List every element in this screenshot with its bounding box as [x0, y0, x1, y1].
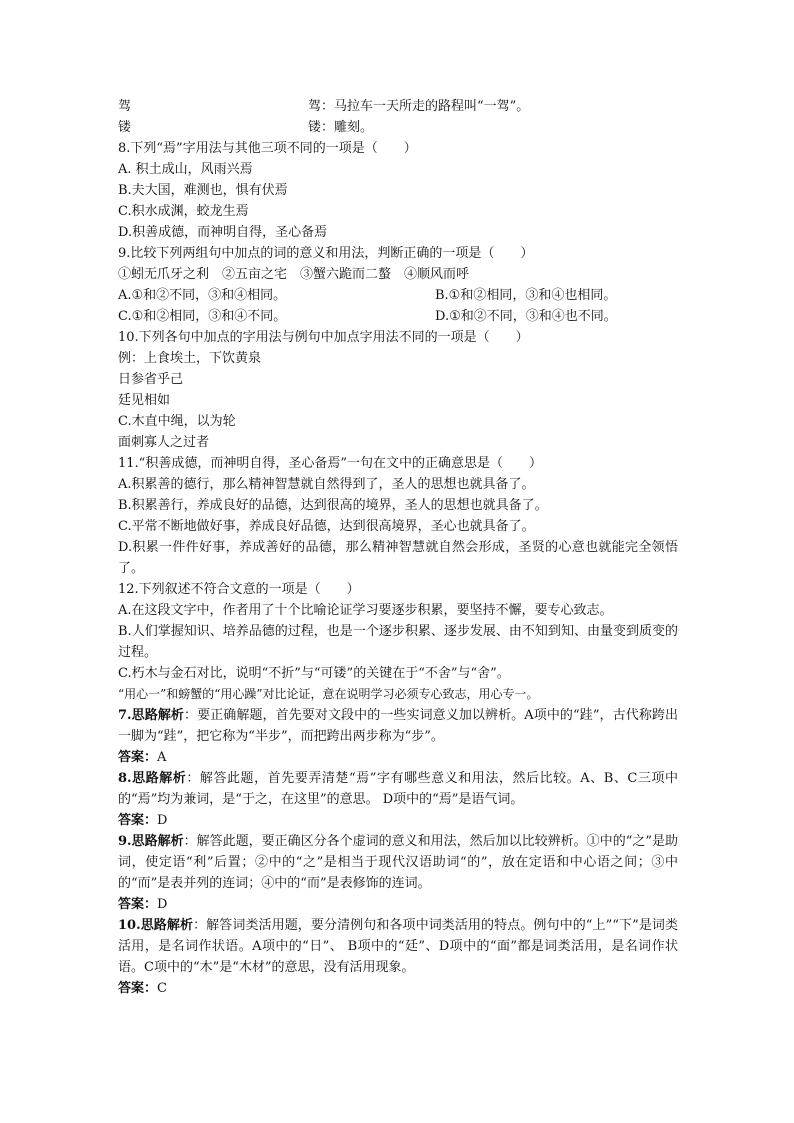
question-8-option: A. 积土成山，风雨兴焉 — [118, 162, 253, 177]
question-11-option: D.积累一件件好事，养成善好的品德，那么精神智慧就自然会形成，圣贤的心意也就能完全领悟了。 — [118, 540, 678, 576]
question-10-line: 廷见相如 — [118, 393, 171, 408]
question-9-option: D.①和②不同，③和④也不同。 — [435, 309, 617, 324]
answer-label: 答案： — [118, 813, 158, 828]
question-9-options-row — [118, 306, 678, 327]
answer-label: 答案： — [118, 981, 158, 996]
question-8-stem: 8.下列“焉”字用法与其他三项不同的一项是（ ） — [118, 141, 417, 156]
answer-explanation — [118, 915, 678, 978]
answer-value: A — [157, 750, 167, 765]
question-9-stem: 9.比较下列两组句中加点的词的意义和用法，判断正确的一项是（ ） — [118, 246, 534, 261]
answer-value: C — [157, 981, 167, 996]
question-10-line: C.木直中绳，以为轮 — [118, 414, 236, 429]
question-12-option: A.在这段文字中，作者用了十个比喻论证学习要逐步积累，要坚持不懈，要专心致志。 — [118, 603, 613, 618]
question-8-option: D.积善成德，而神明自得，圣心备焉 — [118, 225, 328, 240]
question-10-line: 日参省乎己 — [118, 372, 184, 387]
question-10-line: 面刺寡人之过者 — [118, 435, 210, 450]
vocab-word: 驾 — [118, 99, 132, 114]
question-11-option: B.积累善行，养成良好的品德，达到很高的境界，圣人的思想也就具备了。 — [118, 498, 548, 513]
explanation-label: 7.思路解析 — [118, 708, 185, 723]
explanation-label: 8.思路解析 — [118, 771, 187, 786]
question-12-option: “用心一”和螃蟹的“用心躁”对比论证，意在说明学习必须专心致志，用心专一。 — [118, 687, 539, 701]
question-12-option: B.人们掌握知识、培养品德的过程，也是一个逐步积累、逐步发展、由不知到知、由量变到质变的过程。 — [118, 624, 678, 660]
answer-line — [118, 978, 678, 999]
question-10-example: 例：上食埃土，下饮黄泉 — [118, 351, 262, 366]
document-page — [118, 96, 678, 999]
vocab-definition: 驾：马拉车一天所走的路程叫“一驾”。 — [308, 99, 530, 114]
vocab-definition: 镂：雕刻。 — [308, 120, 374, 135]
question-8-option: B.夫大国，难测也，惧有伏焉 — [118, 183, 288, 198]
question-9-option: C.①和②相同，③和④不同。 — [118, 309, 287, 324]
question-11-option: A.积累善的德行，那么精神智慧就自然得到了，圣人的思想也就具备了。 — [118, 477, 535, 492]
answer-explanation — [118, 831, 678, 894]
answer-value: D — [157, 897, 168, 912]
explanation-text: ：要正确解题，首先要对文段中的一些实词意义加以辨析。A项中的“跬”，古代称跨出一脚为“跬”，把它称为“半步”，而把跨出两步称为“步”。 — [118, 708, 678, 744]
question-12-stem: 12.下列叙述不符合文意的一项是（ ） — [118, 582, 360, 597]
answer-line — [118, 894, 678, 915]
vocab-row — [118, 117, 678, 138]
answer-label: 答案： — [118, 897, 158, 912]
question-9-items: ①蚓无爪牙之利 ②五亩之宅 ③蟹六跪而二螯 ④顺风而呼 — [118, 267, 470, 282]
question-11-option: C.平常不断地做好事，养成良好品德，达到很高境界，圣心也就具备了。 — [118, 519, 535, 534]
question-9-option: B.①和②相同，③和④也相同。 — [435, 288, 617, 303]
answer-line — [118, 747, 678, 768]
question-9-option: A.①和②不同，③和④相同。 — [118, 288, 287, 303]
explanation-text: ：解答词类活用题，要分清例句和各项中词类活用的特点。例句中的“上”“下”是词类活用，是名词作状语。A项中的“日”、 B项中的“廷”、D项中的“面”都是词类活用，是名词作状语。C项中的“木”是“木材”的意思，没有活用现象。 — [118, 918, 678, 975]
question-11-stem: 11.“积善成德，而神明自得，圣心备焉”一句在文中的正确意思是（ ） — [118, 456, 542, 471]
answer-label: 答案： — [118, 750, 158, 765]
explanation-label: 10.思路解析 — [118, 918, 194, 933]
explanation-label: 9.思路解析 — [118, 834, 184, 849]
answer-explanation — [118, 705, 678, 747]
question-10-stem: 10.下列各句中加点的字用法与例句中加点字用法不同的一项是（ ） — [118, 330, 529, 345]
explanation-text: ：解答此题，要正确区分各个虚词的意义和用法，然后加以比较辨析。①中的“之”是助词，使定语“利”后置；②中的“之”是相当于现代汉语助词“的”，放在定语和中心语之间；③中的“而”是表并列的连词；④中的“而”是表修饰的连词。 — [118, 834, 678, 891]
vocab-word: 镂 — [118, 120, 132, 135]
explanation-text: ：解答此题，首先要弄清楚“焉”字有哪些意义和用法，然后比较。A、B、C三项中的“焉”均为兼词，是“于之，在这里”的意思。 D项中的“焉”是语气词。 — [118, 771, 678, 807]
answer-value: D — [157, 813, 168, 828]
question-8-option: C.积水成渊，蛟龙生焉 — [118, 204, 249, 219]
question-9-options-row — [118, 285, 678, 306]
answer-explanation — [118, 768, 678, 810]
vocab-row — [118, 96, 678, 117]
question-12-option: C.朽木与金石对比，说明“不折”与“可镂”的关键在于“不舍”与“舍”。 — [118, 666, 510, 681]
answer-line — [118, 810, 678, 831]
